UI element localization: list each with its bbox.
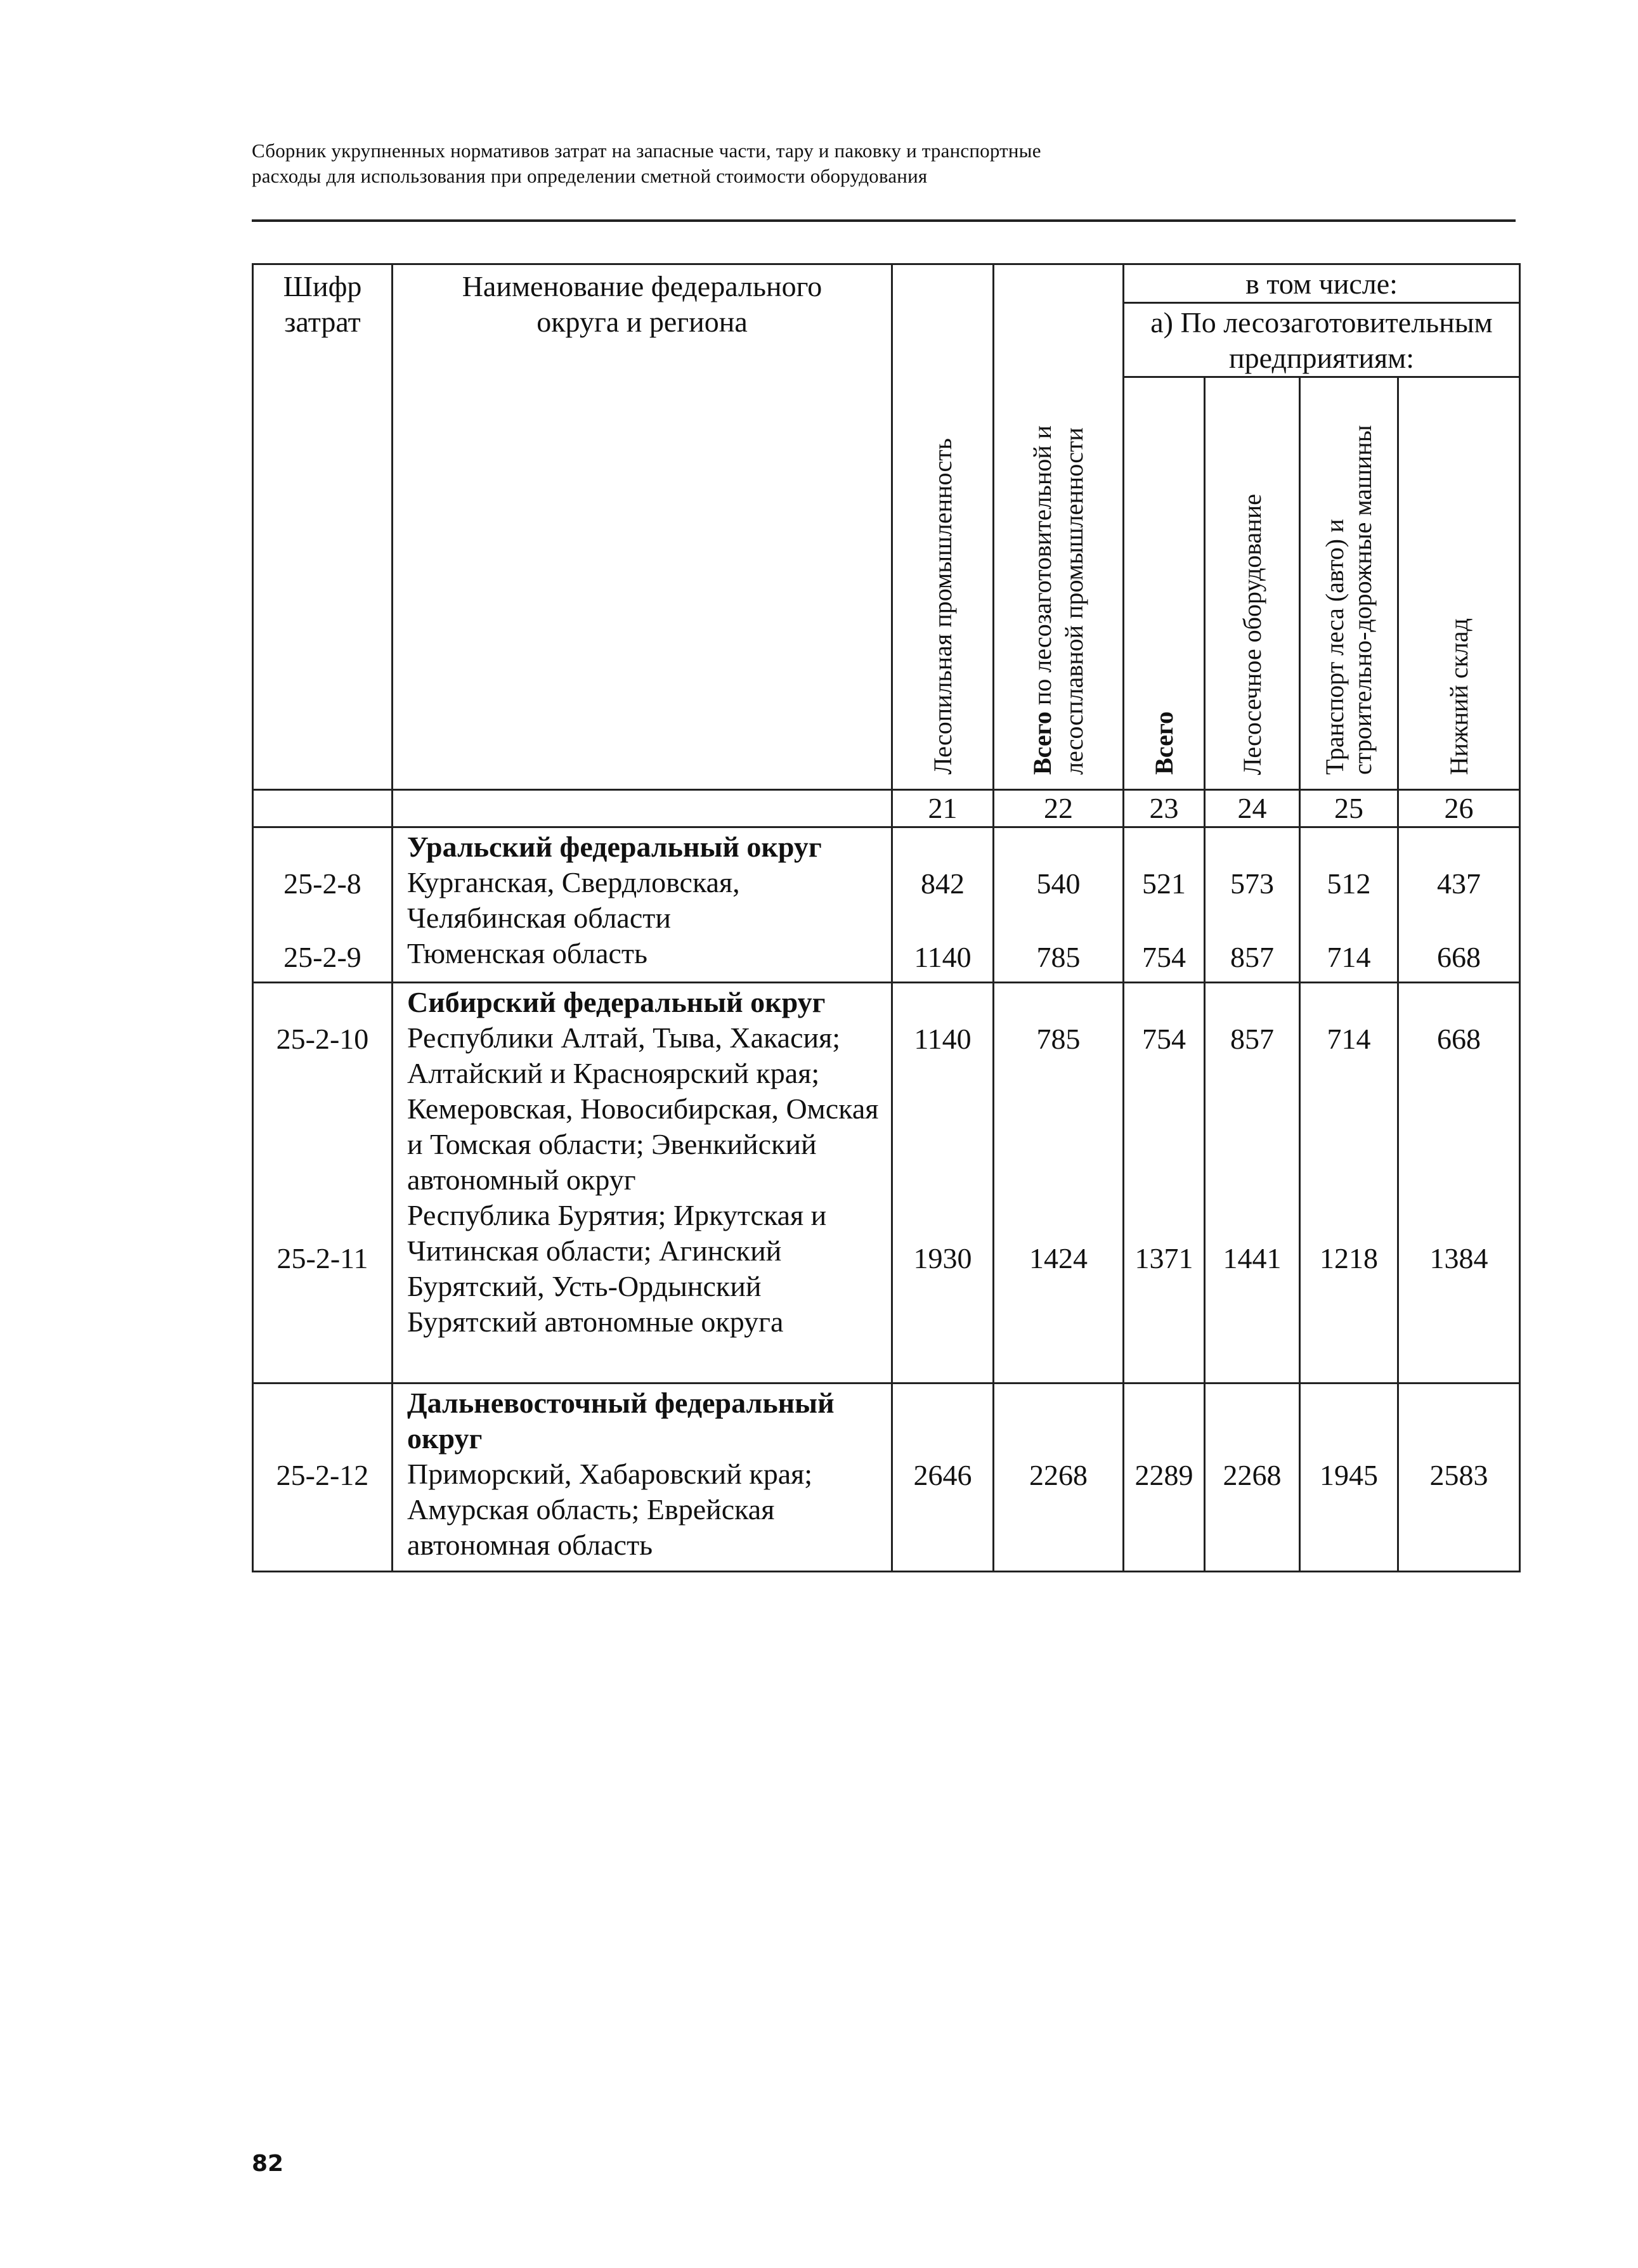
header-col-24: [1205, 377, 1300, 790]
value: 857: [1230, 1023, 1274, 1055]
row-code: 25-2-8: [283, 867, 361, 900]
group-title: Уральский федеральный округ: [407, 831, 822, 863]
value: 2646: [913, 1459, 972, 1491]
row-code-cell: [253, 827, 393, 983]
header-line-1: Сборник укрупненных нормативов затрат на запасные части, тару и паковку и транспортные: [252, 139, 1041, 162]
header-name: Наименование федерального округа и региона: [393, 264, 892, 790]
column-number: 23: [1124, 790, 1205, 827]
header-col-21-text: Лесопильная промышленность: [928, 438, 957, 775]
value: 785: [1036, 941, 1081, 973]
value: 437: [1437, 867, 1481, 900]
region-name: Тюменская область: [407, 937, 647, 969]
value: 785: [1036, 1023, 1081, 1055]
value: 1441: [1223, 1242, 1282, 1274]
header-col-25: [1300, 377, 1398, 790]
value: 668: [1437, 1023, 1481, 1055]
value-cell: [892, 983, 994, 1383]
value-cell: [1398, 827, 1520, 983]
region-name: Республика Бурятия; Иркутская и Читинская области; Агинский Бурятский, Усть-Ордынский Бурятский автономные округа: [407, 1199, 827, 1338]
value: 1384: [1429, 1242, 1488, 1274]
row-name-cell: [393, 983, 892, 1383]
value: 1371: [1134, 1242, 1193, 1274]
column-number: 24: [1205, 790, 1300, 827]
value-cell: [1205, 1383, 1300, 1572]
region-name: Республики Алтай, Тыва, Хакасия; Алтайский и Красноярский края; Кемеровская, Новосибирская, Омская и Томская области; Эвенкийский автономный округ: [407, 1021, 879, 1196]
row-name-cell: [393, 827, 892, 983]
column-number: 25: [1300, 790, 1398, 827]
value: 668: [1437, 941, 1481, 973]
value-cell: [1300, 827, 1398, 983]
row-code: 25-2-12: [276, 1459, 369, 1491]
value: 521: [1142, 867, 1186, 900]
row-code: 25-2-9: [283, 941, 361, 973]
header-including: в том числе:: [1124, 264, 1520, 303]
header-col-26-text: Нижний склад: [1444, 618, 1473, 775]
row-name-cell: [393, 1383, 892, 1572]
value: 842: [921, 867, 965, 900]
value: 714: [1327, 941, 1371, 973]
value: 2289: [1134, 1459, 1193, 1491]
table-row: [253, 827, 1520, 983]
header-sub-a: а) По лесозаготовительным предприятиям:: [1124, 303, 1520, 377]
value-cell: [1398, 1383, 1520, 1572]
colnum-blank-code: [253, 790, 393, 827]
header-col-24-text: Лесосечное оборудование: [1237, 493, 1266, 775]
column-number: 26: [1398, 790, 1520, 827]
value: 857: [1230, 941, 1274, 973]
value-cell: [994, 983, 1124, 1383]
value: 540: [1036, 867, 1081, 900]
value: 512: [1327, 867, 1371, 900]
value: 754: [1142, 941, 1186, 973]
value-cell: [1124, 983, 1205, 1383]
value-cell: [1205, 827, 1300, 983]
header-col-22-bold: Всего: [1028, 711, 1056, 775]
colnum-blank-name: [393, 790, 892, 827]
norms-table: [252, 263, 1521, 1572]
header-col-22-rest: по лесозаготовительной и лесосплавной промышленности: [1028, 425, 1088, 775]
column-number: 22: [994, 790, 1124, 827]
row-code-cell: [253, 983, 393, 1383]
column-number: 21: [892, 790, 994, 827]
value: 754: [1142, 1023, 1186, 1055]
table-row: [253, 1383, 1520, 1572]
value: 573: [1230, 867, 1274, 900]
header-col-21: [892, 264, 994, 790]
header-code: Шифр затрат: [253, 264, 393, 790]
page-number: 82: [252, 2151, 284, 2177]
value-cell: [1398, 983, 1520, 1383]
value: 1945: [1320, 1459, 1378, 1491]
header-col-23: [1124, 377, 1205, 790]
header-col-22-text: [1027, 331, 1090, 775]
value: 2583: [1429, 1459, 1488, 1491]
header-line-2: расходы для использования при определении сметной стоимости оборудования: [252, 165, 928, 187]
group-title: Дальневосточный федеральный округ: [407, 1387, 835, 1455]
row-code: 25-2-11: [276, 1242, 368, 1274]
value: 2268: [1223, 1459, 1282, 1491]
header-col-22: [994, 264, 1124, 790]
value: 1218: [1320, 1242, 1378, 1274]
value-cell: [1300, 983, 1398, 1383]
header-col-23-text: Всего: [1149, 711, 1178, 775]
value-cell: [1205, 983, 1300, 1383]
value: 1140: [914, 1023, 972, 1055]
table-row: [253, 983, 1520, 1383]
region-name: Курганская, Свердловская, Челябинская области: [407, 866, 740, 934]
value: 2268: [1029, 1459, 1088, 1491]
row-code-cell: [253, 1383, 393, 1572]
value-cell: [994, 1383, 1124, 1572]
value: 1140: [914, 941, 972, 973]
region-name: Приморский, Хабаровский края; Амурская область; Еврейская автономная область: [407, 1458, 813, 1561]
value-cell: [1124, 1383, 1205, 1572]
value: 1424: [1029, 1242, 1088, 1274]
document-header: [252, 138, 1514, 189]
value: 714: [1327, 1023, 1371, 1055]
value-cell: [892, 827, 994, 983]
value: 1930: [913, 1242, 972, 1274]
value-cell: [892, 1383, 994, 1572]
header-col-25-text: Транспорт леса (авто) и строительно-дорожные машины: [1320, 425, 1377, 775]
group-title: Сибирский федеральный округ: [407, 986, 826, 1018]
value-cell: [1300, 1383, 1398, 1572]
value-cell: [994, 827, 1124, 983]
header-col-26: [1398, 377, 1520, 790]
value-cell: [1124, 827, 1205, 983]
header-rule: [252, 219, 1516, 222]
row-code: 25-2-10: [276, 1023, 369, 1055]
